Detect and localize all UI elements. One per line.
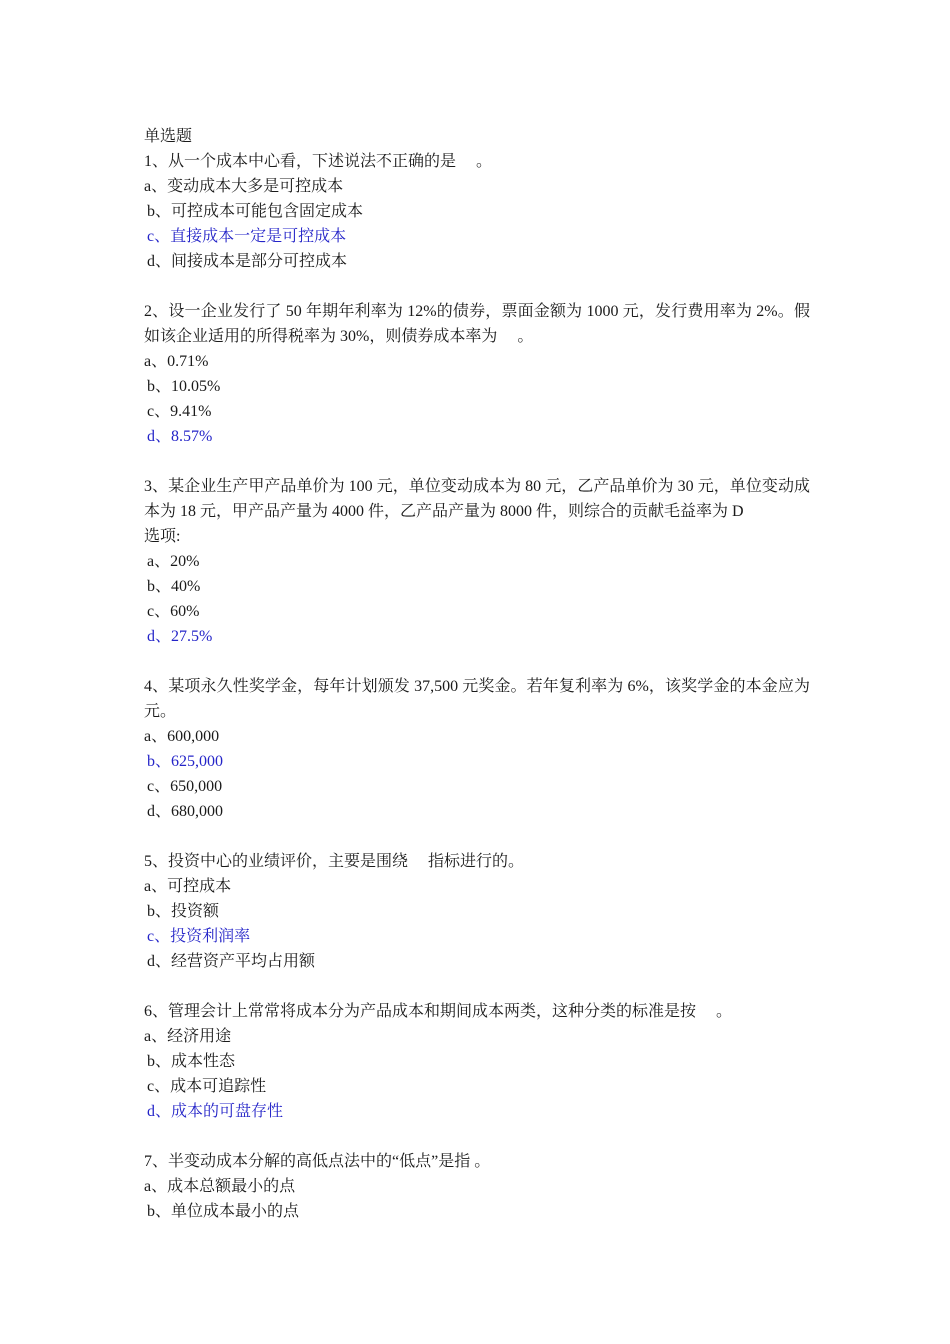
option-d-answer: d、27.5% [147,628,213,645]
option-a: a、600,000 [144,728,220,745]
option-a: a、成本总额最小的点 [144,1178,296,1195]
option-d: d、间接成本是部分可控成本 [147,253,348,270]
question-stem: 6、管理会计上常常将成本分为产品成本和期间成本两类，这种分类的标准是按 。 [144,1003,733,1020]
question-7 [144,1149,810,1224]
question-3 [144,474,810,649]
option-b: b、成本性态 [147,1053,236,1070]
question-stem: 4、某项永久性奖学金，每年计划颁发 37,500 元奖金。若年复利率为 6%，该奖学金的本金应为元。 [144,678,810,720]
option-a: a、经济用途 [144,1028,232,1045]
section-title: 单选题 [144,128,193,145]
question-stem: 1、从一个成本中心看，下述说法不正确的是 。 [144,153,493,170]
option-b: b、单位成本最小的点 [147,1203,300,1220]
option-c: c、60% [147,603,200,620]
option-a: a、可控成本 [144,878,232,895]
option-d: d、经营资产平均占用额 [147,953,316,970]
option-b-answer: b、625,000 [147,753,224,770]
question-1 [144,149,810,274]
option-c: c、9.41% [147,403,212,420]
question-list [144,124,810,1224]
option-d: d、680,000 [147,803,224,820]
options-label: 选项: [144,528,181,545]
question-6 [144,999,810,1124]
option-a: a、变动成本大多是可控成本 [144,178,344,195]
option-d-answer: d、成本的可盘存性 [147,1103,284,1120]
option-b: b、可控成本可能包含固定成本 [147,203,364,220]
option-a: a、20% [147,553,200,570]
question-stem: 2、设一企业发行了 50 年期年利率为 12%的债券，票面金额为 1000 元，发行费用率为 2%。假如该企业适用的所得税率为 30%，则债券成本率为 。 [144,303,810,345]
option-c-answer: c、投资利润率 [147,928,251,945]
option-c: c、650,000 [147,778,223,795]
option-b: b、40% [147,578,201,595]
option-d-answer: d、8.57% [147,428,213,445]
option-c-answer: c、直接成本一定是可控成本 [147,228,347,245]
question-stem: 7、半变动成本分解的高低点法中的“低点”是指 。 [144,1153,491,1170]
option-b: b、投资额 [147,903,220,920]
question-stem: 3、某企业生产甲产品单价为 100 元，单位变动成本为 80 元，乙产品单价为 30 元，单位变动成本为 18 元，甲产品产量为 4000 件，乙产品产量为 8000 件，则综合的贡献毛益率为 D [144,478,810,520]
option-a: a、0.71% [144,353,209,370]
question-4 [144,674,810,824]
option-b: b、10.05% [147,378,221,395]
question-2 [144,299,810,449]
question-5 [144,849,810,974]
question-stem: 5、投资中心的业绩评价，主要是围绕 指标进行的。 [144,853,525,870]
option-c: c、成本可追踪性 [147,1078,267,1095]
